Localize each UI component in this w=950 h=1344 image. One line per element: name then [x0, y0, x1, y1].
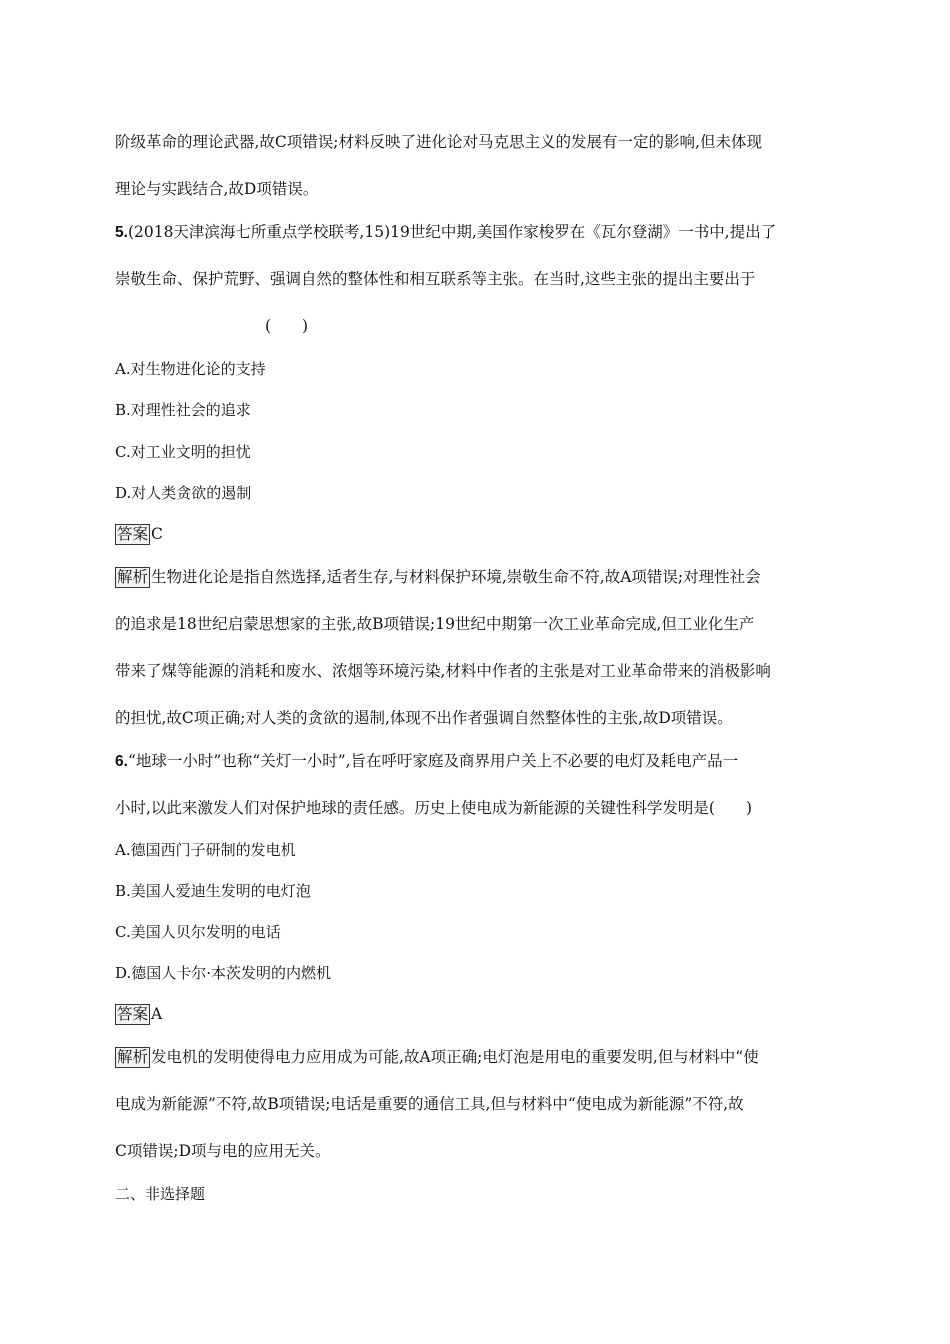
- answer-tag: 答案: [117, 1005, 149, 1023]
- question-5-option-d: D.对人类贪欲的遏制: [115, 484, 252, 502]
- question-6-number: 6.: [115, 753, 128, 770]
- analysis-tag: 解析: [117, 1048, 149, 1066]
- question-6-answer: [115, 1003, 845, 1025]
- question-5-option-c: C.对工业文明的担忧: [115, 443, 251, 461]
- question-5-stem-line-1: [115, 221, 845, 244]
- answer-tag: 答案: [117, 525, 149, 543]
- question-6-analysis-line-2: 电成为新能源”不符,故B项错误;电话是重要的通信工具,但与材料中“使电成为新能源”不符,故: [115, 1095, 744, 1113]
- question-6-option-b: B.美国人爱迪生发明的电灯泡: [115, 882, 311, 900]
- continuation-line-2: 理论与实践结合,故D项错误。: [115, 180, 319, 198]
- continuation-line-1: 阶级革命的理论武器,故C项错误;材料反映了进化论对马克思主义的发展有一定的影响,但未体现: [115, 133, 762, 151]
- question-5-number: 5.: [115, 224, 128, 241]
- question-5-analysis-line-1: [115, 566, 845, 588]
- analysis-tag: 解析: [117, 568, 149, 586]
- question-6-stem-line-1: [115, 750, 845, 773]
- question-6-analysis-line-3: C项错误;D项与电的应用无关。: [115, 1142, 331, 1160]
- question-6-option-a: A.德国西门子研制的发电机: [115, 841, 296, 859]
- question-5-analysis-line-3: 带来了煤等能源的消耗和废水、浓烟等环境污染,材料中作者的主张是对工业革命带来的消极影响: [115, 662, 771, 680]
- answer-value: C: [151, 525, 163, 543]
- question-5-stem-text-1: (2018天津滨海七所重点学校联考,15)19世纪中期,美国作家梭罗在《瓦尔登湖》一书中,提出了: [127, 223, 777, 241]
- answer-value: A: [151, 1005, 163, 1023]
- section-title: 二、非选择题: [115, 1185, 206, 1203]
- question-5-analysis-line-4: 的担忧,故C项正确;对人类的贪欲的遏制,体现不出作者强调自然整体性的主张,故D项错误。: [115, 709, 733, 727]
- question-5-answer: [115, 523, 845, 545]
- question-6-stem-line-2: 小时,以此来激发人们对保护地球的责任感。历史上使电成为新能源的关键性科学发明是( ): [115, 799, 753, 817]
- question-6-option-d: D.德国人卡尔·本茨发明的内燃机: [115, 964, 332, 982]
- question-5-stem-line-2: 崇敬生命、保护荒野、强调自然的整体性和相互联系等主张。在当时,这些主张的提出主要出于: [115, 270, 756, 288]
- question-5-analysis-line-2: 的追求是18世纪启蒙思想家的主张,故B项错误;19世纪中期第一次工业革命完成,但工业化生产: [115, 615, 755, 633]
- question-5-option-b: B.对理性社会的追求: [115, 401, 251, 419]
- question-5-option-a: A.对生物进化论的支持: [115, 360, 266, 378]
- question-6-stem-text-1: “地球一小时”也称“关灯一小时”,旨在呼吁家庭及商界用户关上不必要的电灯及耗电产品一: [127, 752, 739, 770]
- question-6-option-c: C.美国人贝尔发明的电话: [115, 923, 281, 941]
- question-6-analysis-line-1: [115, 1046, 845, 1068]
- analysis-text: 发电机的发明使得电力应用成为可能,故A项正确;电灯泡是用电的重要发明,但与材料中“使: [151, 1048, 759, 1066]
- question-5-answer-blank: ( ): [265, 317, 309, 335]
- analysis-text: 生物进化论是指自然选择,适者生存,与材料保护环境,崇敬生命不符,故A项错误;对理性社会: [151, 568, 761, 586]
